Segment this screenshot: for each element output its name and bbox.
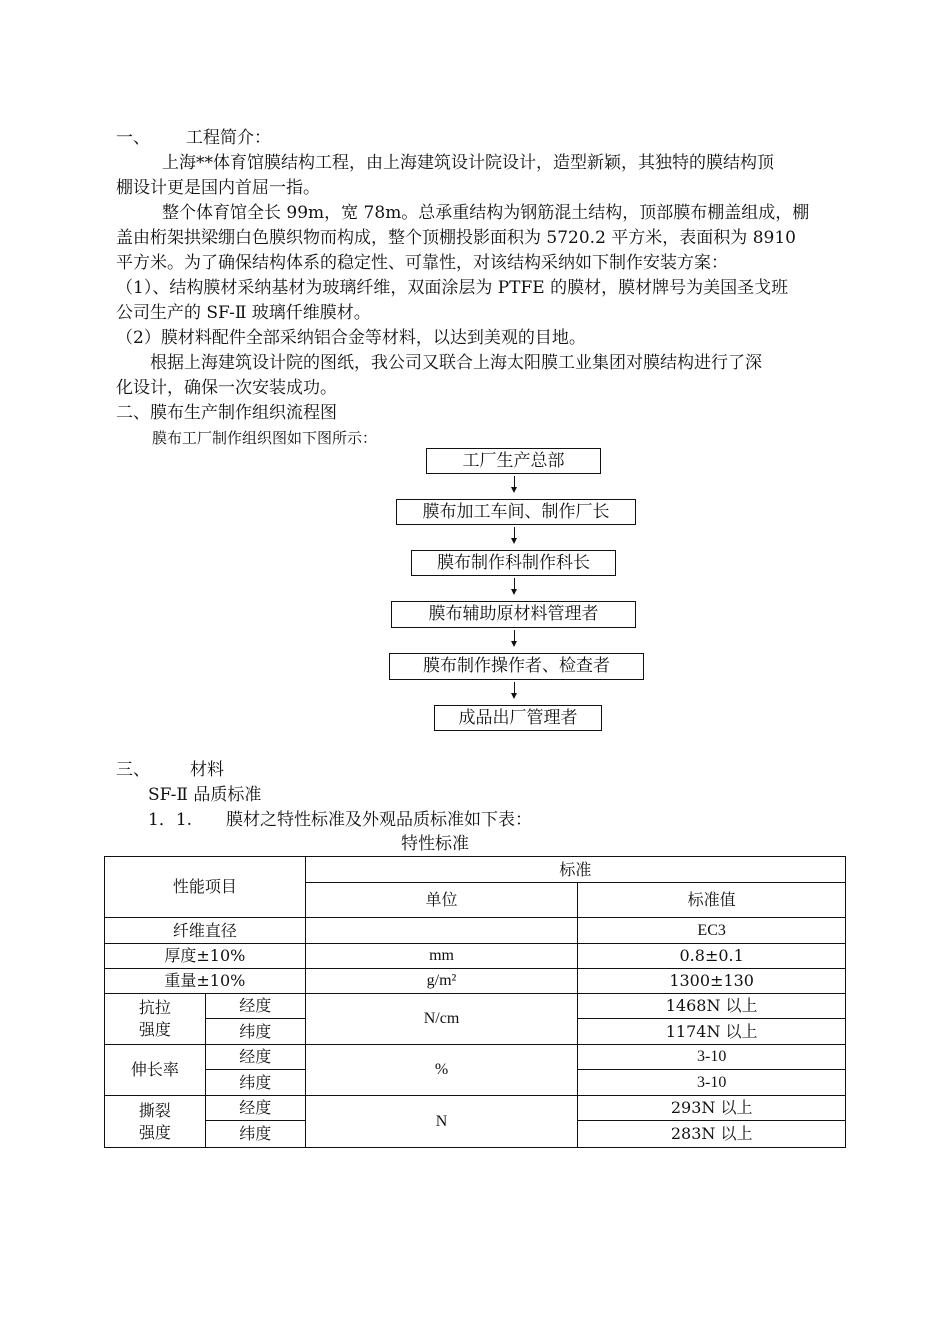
flow-arrow-4 [514,630,515,642]
clause-number: 1．1. [148,810,193,830]
para2-line3: 平方米。为了确保结构体系的稳定性、可靠性，对该结构采纳如下制作安装方案： [116,253,728,273]
row-value-tensile-warp: 1468N 以上 [578,994,846,1019]
flow-arrow-2 [514,527,515,539]
section3-heading-num: 三、 [116,760,150,780]
row-sub-warp: 经度 [205,994,305,1019]
para1-line2: 棚设计更是国内首屈一指。 [116,178,320,198]
table-row [105,1096,846,1121]
section1-heading-text: 工程简介： [186,128,271,148]
row-value-weight: 1300±130 [578,969,846,994]
row-unit-tensile: N/cm [305,994,578,1045]
row-value-thickness: 0.8±0.1 [578,944,846,969]
row-value-fiber: EC3 [578,918,846,944]
table-row [105,969,846,994]
para1-line1: 上海**体育馆膜结构工程，由上海建筑设计院设计，造型新颖，其独特的膜结构顶 [162,153,774,173]
row-unit-weight: g/m² [305,969,578,994]
flow-box-product-manager: 成品出厂管理者 [434,705,602,731]
flow-arrow-1 [514,476,515,488]
para2-line1: 整个体育馆全长 99m，宽 78m。总承重结构为钢筋混土结构，顶部膜布棚盖组成，棚 [162,203,810,223]
row-label-weight: 重量±10% [105,969,306,994]
row-sub-weft: 纬度 [205,1121,305,1148]
clause-1-1 [148,808,532,832]
flow-box-workshop: 膜布加工车间、制作厂长 [396,499,636,525]
row-value-tear-warp: 293N 以上 [578,1096,846,1121]
flowchart-caption: 膜布工厂制作组织图如下图所示： [152,429,378,447]
flow-box-materials-manager: 膜布辅助原材料管理者 [391,601,636,628]
flow-box-operator-inspector: 膜布制作操作者、检查者 [389,653,644,680]
header-item: 性能项目 [105,857,306,918]
row-unit-fiber [305,918,578,944]
row-sub-weft: 纬度 [205,1019,305,1045]
row-sub-warp: 经度 [205,1096,305,1121]
row-label-thickness: 厚度±10% [105,944,306,969]
header-unit: 单位 [305,883,578,918]
flow-arrow-5 [514,682,515,694]
header-standard: 标准 [305,857,845,883]
para2-line2: 盖由桁架拱梁绷白色膜织物而构成，整个顶棚投影面积为 5720.2 平方米，表面积为 8910 [116,228,796,248]
header-value: 标准值 [578,883,846,918]
table-row [105,994,846,1019]
row-unit-elongation: % [305,1045,578,1096]
row-value-elongation-warp: 3-10 [578,1045,846,1070]
section1-heading [116,126,271,150]
clause-text: 膜材之特性标准及外观品质标准如下表： [226,810,533,830]
tensile-label-b: 强度 [138,1020,171,1039]
para3-line2: 化设计，确保一次安装成功。 [116,378,337,398]
row-label-elongation: 伸长率 [105,1045,206,1096]
para3-line1: 根据上海建筑设计院的图纸，我公司又联合上海太阳膜工业集团对膜结构进行了深 [150,353,762,373]
section3-subheading: SF-Ⅱ 品质标准 [148,785,262,805]
section3-heading [116,758,224,782]
row-sub-weft: 纬度 [205,1070,305,1096]
flow-box-factory-hq: 工厂生产总部 [426,448,601,474]
tear-label-b: 强度 [138,1122,171,1142]
row-value-tear-weft: 283N 以上 [578,1121,846,1148]
item1-line1: （1）、结构膜材采纳基材为玻璃纤维，双面涂层为 PTFE 的膜材，膜材牌号为美国圣戈班 [116,278,789,298]
table-row [105,1045,846,1070]
flow-arrow-3 [514,578,515,590]
item1-line2: 公司生产的 SF-Ⅱ 玻璃仟维膜材。 [116,303,371,323]
row-value-elongation-weft: 3-10 [578,1070,846,1096]
row-value-tensile-weft: 1174N 以上 [578,1019,846,1045]
section2-heading: 二、膜布生产制作组织流程图 [116,403,337,423]
row-label-fiber: 纤维直径 [105,918,306,944]
section3-heading-text: 材料 [190,760,224,780]
spec-table [104,856,846,1148]
row-label-tensile [105,994,206,1045]
section1-heading-num: 一、 [116,128,150,148]
table-title: 特性标准 [401,834,469,854]
row-unit-thickness: mm [305,944,578,969]
flow-box-section-chief: 膜布制作科制作科长 [411,550,616,576]
row-label-tear [105,1096,206,1148]
row-sub-warp: 经度 [205,1045,305,1070]
row-unit-tear: N [305,1096,578,1148]
table-row [105,918,846,944]
tensile-label-a: 抗拉 [138,998,171,1017]
tear-label-a: 撕裂 [138,1100,171,1120]
item2-line: （2）膜材料配件全部采纳铝合金等材料，以达到美观的目地。 [116,328,586,348]
table-header-row-1 [105,857,846,883]
table-row [105,944,846,969]
